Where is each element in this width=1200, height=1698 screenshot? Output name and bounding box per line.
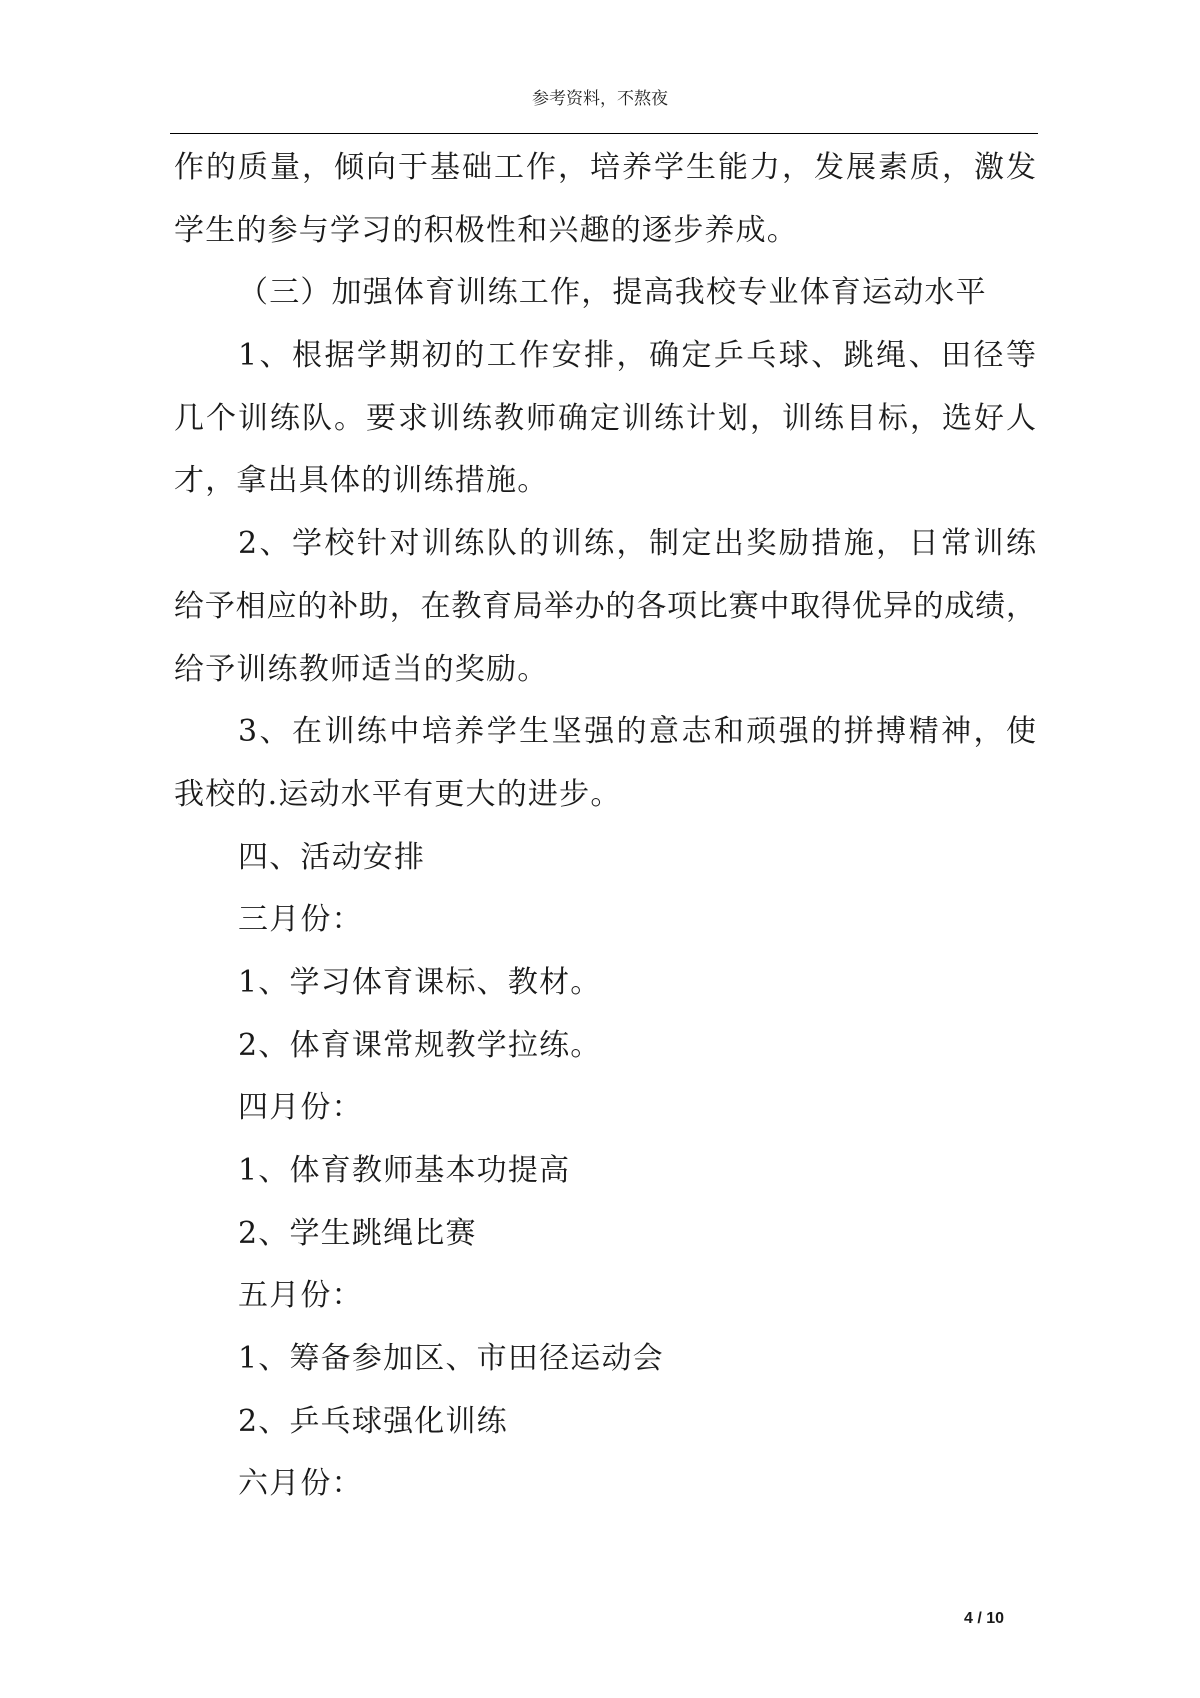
month-heading: 五月份：	[238, 1278, 363, 1314]
list-item: 1、筹备参加区、市田径运动会	[238, 1341, 664, 1377]
text-line: 2、学校针对训练队的训练，制定出奖励措施，日常训练	[238, 526, 1036, 562]
text-line: 几个训练队。要求训练教师确定训练计划，训练目标，选好人	[174, 400, 1036, 436]
text-line: 才，拿出具体的训练措施。	[174, 463, 549, 499]
text-line: 我校的.运动水平有更大的进步。	[174, 776, 622, 812]
text-line: 1、根据学期初的工作安排，确定乒乓球、跳绳、田径等	[238, 338, 1036, 374]
page-number: 4 / 10	[964, 1610, 1005, 1627]
page-header: 参考资料，不熬夜	[532, 89, 668, 109]
list-item: 1、体育教师基本功提高	[238, 1153, 571, 1188]
month-heading: 三月份：	[238, 902, 363, 938]
text-line: 作的质量，倾向于基础工作，培养学生能力，发展素质，激发	[174, 150, 1036, 185]
list-item: 2、学生跳绳比赛	[238, 1215, 477, 1251]
list-item: 2、体育课常规教学拉练。	[238, 1027, 602, 1063]
text-line: 给予相应的补助，在教育局举办的各项比赛中取得优异的成绩，	[174, 588, 1036, 624]
section-heading: 四、活动安排	[238, 839, 426, 875]
month-heading: 四月份：	[238, 1090, 363, 1126]
document-body	[174, 137, 1036, 1516]
list-item: 1、学习体育课标、教材。	[238, 964, 602, 1000]
text-line: 学生的参与学习的积极性和兴趣的逐步养成。	[174, 212, 798, 248]
text-line: 3、在训练中培养学生坚强的意志和顽强的拼搏精神，使	[238, 714, 1036, 750]
text-line: 给予训练教师适当的奖励。	[174, 651, 549, 687]
list-item: 2、乒乓球强化训练	[238, 1403, 508, 1439]
month-heading: 六月份：	[238, 1466, 363, 1502]
header-divider	[170, 133, 1038, 134]
section-heading: （三）加强体育训练工作，提高我校专业体育运动水平	[238, 275, 987, 311]
